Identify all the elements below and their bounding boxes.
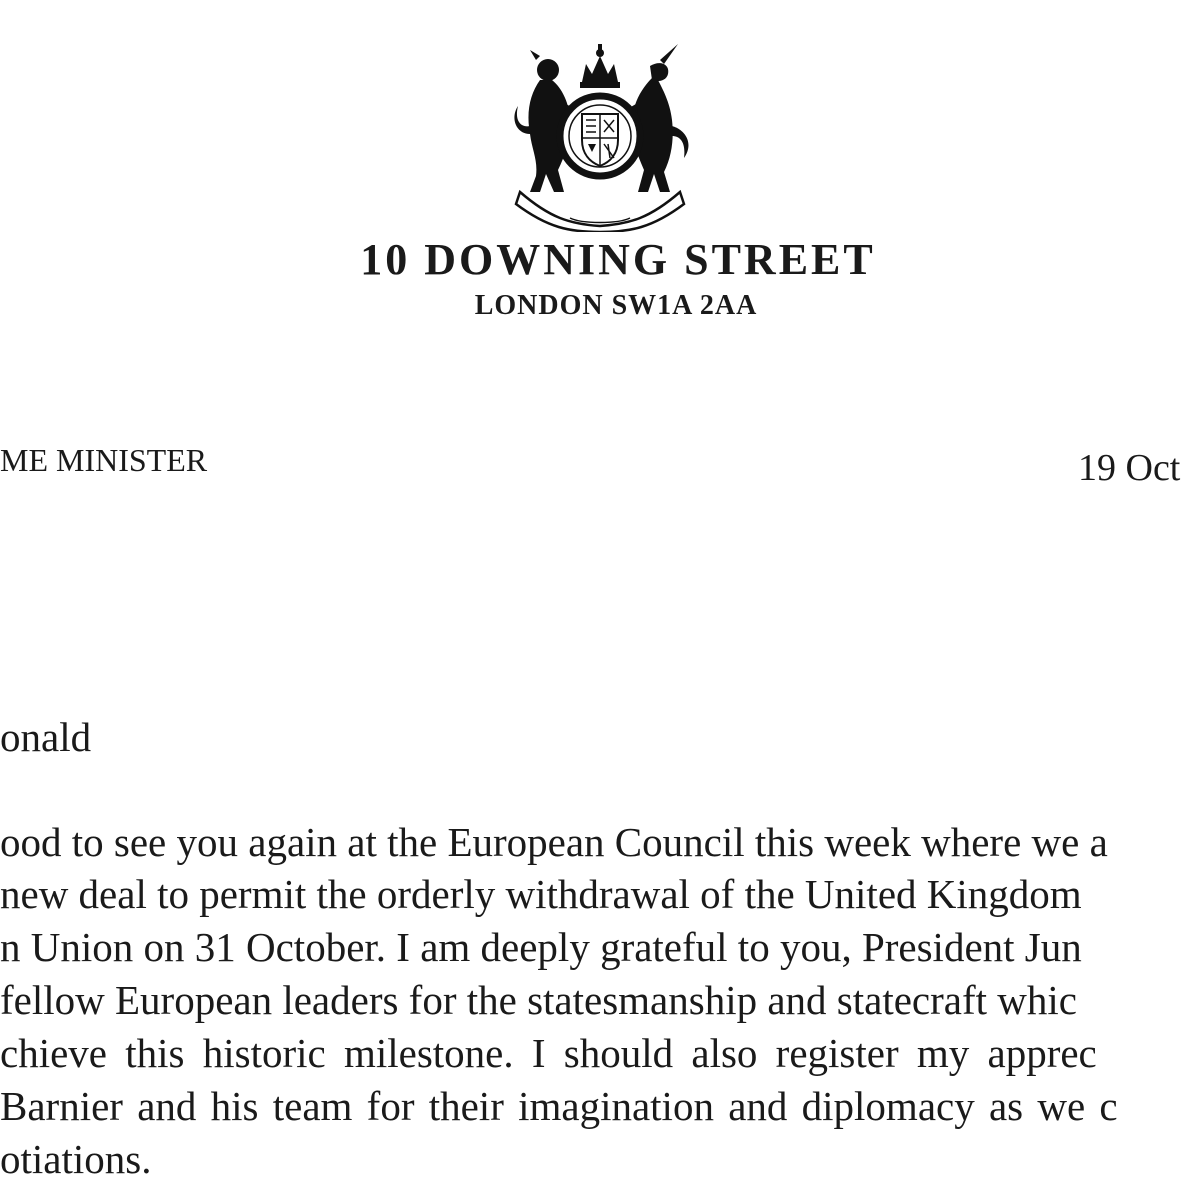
body-line: fellow European leaders for the statesmanship and statecraft whic bbox=[0, 977, 1077, 1023]
salutation: onald bbox=[0, 714, 92, 760]
body-line: new deal to permit the orderly withdrawal of the United Kingdom bbox=[0, 871, 1082, 917]
body-line: n Union on 31 October. I am deeply grateful to you, President Jun bbox=[0, 924, 1082, 970]
letterhead-street: 10 DOWNING STREET bbox=[360, 235, 876, 284]
body-line: otiations. bbox=[0, 1136, 152, 1182]
sender-title: ME MINISTER bbox=[0, 442, 208, 478]
letter-date: 19 Oct bbox=[1078, 447, 1181, 489]
body-line: ood to see you again at the European Council this week where we a bbox=[0, 819, 1108, 865]
letterhead-city: LONDON SW1A 2AA bbox=[474, 290, 758, 321]
body-line: chieve this historic milestone. I should also register my apprec bbox=[0, 1030, 1097, 1076]
body-line: Barnier and his team for their imagination and diplomacy as we c bbox=[0, 1083, 1118, 1129]
royal-coat-of-arms-icon bbox=[500, 42, 700, 232]
